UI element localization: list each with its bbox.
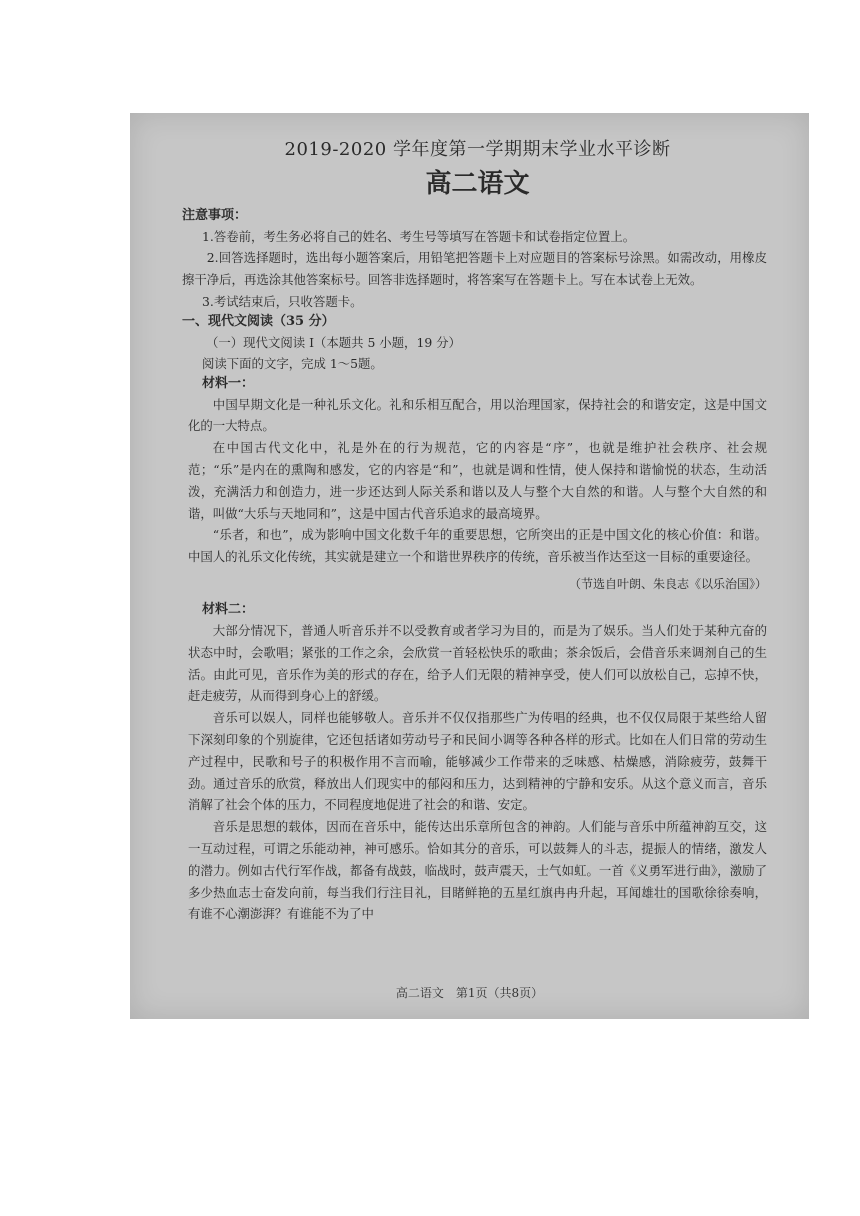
material-one-source: （节选自叶朗、朱良志《以乐治国》）: [568, 576, 767, 591]
paragraph: 大部分情况下，普通人听音乐并不以受教育或者学习为目的，而是为了娱乐。当人们处于某种亢奋的状态中时，会歌唱；紧张的工作之余，会欣赏一首轻松快乐的歌曲；茶余饭后，会借音乐来调剂自己的生活。由此可见，音乐作为美的形式的存在，给予人们无限的精神享受，使人们可以放松自己，忘掉不快，赶走疲劳，从而得到身心上的舒缓。: [188, 622, 767, 704]
exam-page: [130, 113, 809, 1019]
notice-item: 1.答卷前，考生务必将自己的姓名、考生号等填写在答题卡和试卷指定位置上。: [202, 229, 636, 244]
paragraph: 中国早期文化是一种礼乐文化。礼和乐相互配合，用以治理国家，保持社会的和谐安定，这是中国文化的一大特点。: [188, 396, 767, 434]
material-one-label: 材料一：: [202, 375, 255, 391]
reading-instruction: 阅读下面的文字，完成 1～5题。: [202, 355, 383, 371]
exam-subtitle: 高二语文: [425, 169, 530, 199]
material-two-label: 材料二：: [202, 601, 255, 617]
paragraph: “乐者，和也”，成为影响中国文化数千年的重要思想，它所突出的正是中国文化的核心价值：和谐。中国人的礼乐文化传统，其实就是建立一个和谐世界秩序的传统，音乐被当作达至这一目标的重要途径。: [188, 527, 767, 565]
exam-title: 2019-2020 学年度第一学期期末学业水平诊断: [284, 139, 671, 160]
paragraph: 音乐可以娱人，同样也能够敬人。音乐并不仅仅指那些广为传唱的经典，也不仅仅局限于某些给人留下深刻印象的个别旋律，它还包括诸如劳动号子和民间小调等各种各样的形式。比如在人们日常的劳动生产过程中，民歌和号子的积极作用不言而喻，能够减少工作带来的乏味感、枯燥感，消除疲劳，鼓舞干劲。通过音乐的欣赏，释放出人们现实中的郁闷和压力，达到精神的宁静和安乐。从这个意义而言，音乐消解了社会个体的压力，不同程度地促进了社会的和谐、安定。: [188, 710, 767, 813]
notice-item: 2.回答选择题时，选出每小题答案后，用铅笔把答题卡上对应题目的答案标号涂黑。如需改动，用橡皮擦干净后，再选涂其他答案标号。回答非选择题时，将答案写在答题卡上。写在本试卷上无效。: [182, 250, 767, 287]
paragraph: 在中国古代文化中，礼是外在的行为规范，它的内容是“序”，也就是维护社会秩序、社会规范；“乐”是内在的熏陶和感发，它的内容是“和”，也就是调和性情，使人保持和谐愉悦的状态，生动活泼，充满活力和创造力，进一步还达到人际关系和谐以及人与整个大自然的和谐。人与整个大自然的和谐，叫做“大乐与天地同和”，这是中国古代音乐追求的最高境界。: [188, 440, 767, 521]
page-footer: 高二语文 第1页（共8页）: [395, 986, 544, 1000]
section-heading: 一、现代文阅读（35 分）: [182, 313, 335, 329]
subsection-heading: （一）现代文阅读 I（本题共 5 小题，19 分）: [206, 334, 461, 350]
paragraph: 音乐是思想的载体，因而在音乐中，能传达出乐章所包含的神韵。人们能与音乐中所蕴神韵互交，这一互动过程，可谓之乐能动神，神可感乐。恰如其分的音乐，可以鼓舞人的斗志，提振人的情绪，激发人的潜力。例如古代行军作战，都备有战鼓，临战时，鼓声震天，士气如虹。一首《义勇军进行曲》，激励了多少热血志士奋发向前，每当我们行注目礼，目睹鲜艳的五星红旗冉冉升起，耳闻雄壮的国歌徐徐奏响，有谁不心潮澎湃？有谁能不为了中: [188, 819, 767, 922]
notice-heading: 注意事项：: [182, 208, 248, 223]
notice-item: 3.考试结束后，只收答题卡。: [202, 293, 363, 309]
